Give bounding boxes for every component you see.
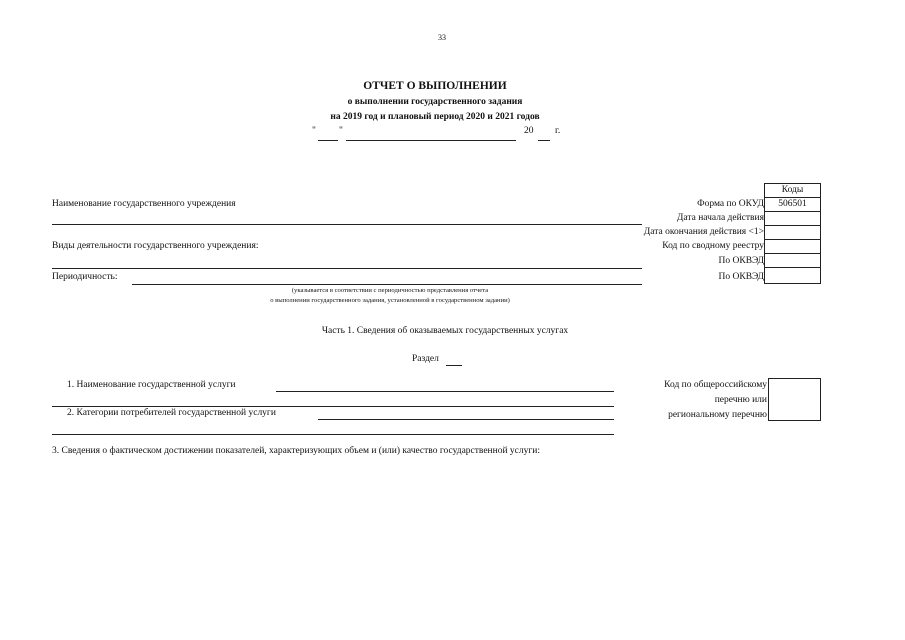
- consumer-categories-label: 2. Категории потребителей государственной услуги: [67, 408, 276, 418]
- consumer-categories-line: [318, 419, 614, 420]
- periodicity-note-2: о выполнении государственного задания, установленной в государственном задании): [270, 297, 510, 304]
- date-day-line: [318, 140, 338, 141]
- start-date-label: Дата начала действия: [676, 213, 764, 223]
- registry-code-label-line3: региональному перечню: [668, 410, 767, 420]
- indicators-label: 3. Сведения о фактическом достижении показателей, характеризующих объем и (или) качество государственной услуги:: [52, 446, 541, 456]
- codes-header: Коды: [764, 183, 821, 198]
- okud-label: Форма по ОКУД: [697, 199, 764, 209]
- okved-label-2: По ОКВЭД: [718, 272, 764, 282]
- report-subtitle: о выполнении государственного задания: [347, 97, 523, 107]
- periodicity-line: [132, 284, 642, 285]
- section-label: Раздел: [412, 354, 439, 364]
- section-number-line: [446, 365, 462, 366]
- end-date-cell: [764, 225, 821, 240]
- date-year-prefix: 20: [524, 126, 534, 136]
- end-date-label: Дата окончания действия <1>: [643, 227, 764, 237]
- date-year-line: [538, 140, 550, 141]
- date-month-line: [346, 140, 516, 141]
- institution-name-label: Наименование государственного учреждения: [52, 199, 236, 209]
- registry-code-label-line2: перечню или: [714, 395, 767, 405]
- consumer-categories-line-2: [52, 434, 614, 435]
- page-number: 33: [438, 33, 446, 42]
- registry-code-cell: [764, 239, 821, 254]
- service-name-label: 1. Наименование государственной услуги: [67, 380, 236, 390]
- okved-code-cell-1: [764, 253, 821, 268]
- date-quote-close: ": [339, 126, 343, 136]
- periodicity-label: Периодичность:: [52, 272, 118, 282]
- registry-code-label-line1: Код по общероссийскому: [664, 380, 767, 390]
- service-registry-code-box: [768, 378, 821, 421]
- start-date-cell: [764, 211, 821, 226]
- report-title: ОТЧЕТ О ВЫПОЛНЕНИИ: [363, 80, 507, 92]
- activity-types-line: [52, 268, 642, 269]
- registry-code-label: Код по сводному реестру: [662, 241, 764, 251]
- okud-code-cell: 506501: [764, 197, 821, 212]
- institution-name-line: [52, 224, 642, 225]
- report-period: на 2019 год и плановый период 2020 и 2021 годов: [330, 112, 540, 122]
- date-year-suffix: г.: [555, 126, 561, 136]
- activity-types-label: Виды деятельности государственного учреждения:: [52, 241, 259, 251]
- periodicity-note-1: (указывается в соответствии с периодичностью представления отчета: [291, 287, 489, 294]
- service-name-line: [276, 391, 614, 392]
- date-quote-open: ": [312, 126, 316, 136]
- okved-code-cell-2: [764, 267, 821, 284]
- part1-title: Часть 1. Сведения об оказываемых государственных услугах: [321, 326, 569, 336]
- okved-label-1: По ОКВЭД: [718, 256, 764, 266]
- service-name-line-2: [52, 406, 614, 407]
